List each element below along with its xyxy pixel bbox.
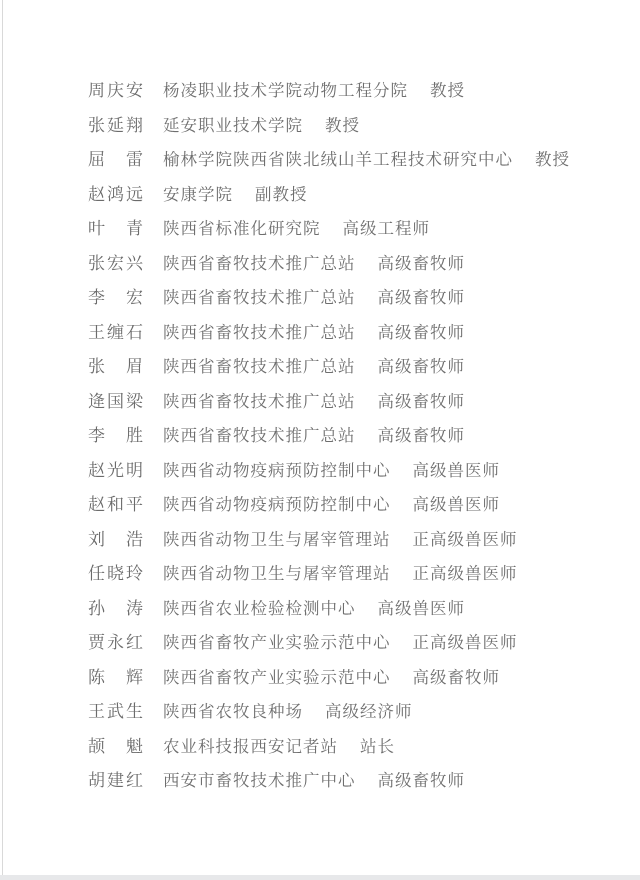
person-name: 赵和平 bbox=[88, 495, 143, 515]
person-title: 高级畜牧师 bbox=[412, 667, 500, 687]
person-organization: 陕西省农业检验检测中心 bbox=[163, 598, 356, 618]
scan-edge-line bbox=[2, 0, 3, 880]
list-item bbox=[88, 523, 608, 558]
list-item bbox=[88, 316, 608, 351]
person-organization: 延安职业技术学院 bbox=[163, 115, 303, 135]
person-organization: 榆林学院陕西省陕北绒山羊工程技术研究中心 bbox=[163, 150, 513, 170]
person-title: 教授 bbox=[430, 81, 465, 101]
person-name: 李胜 bbox=[88, 426, 143, 446]
person-organization: 陕西省畜牧技术推广总站 bbox=[163, 426, 356, 446]
person-organization: 陕西省标准化研究院 bbox=[163, 219, 321, 239]
list-item bbox=[88, 247, 608, 282]
person-title: 副教授 bbox=[255, 184, 308, 204]
person-organization: 陕西省动物卫生与屠宰管理站 bbox=[163, 564, 391, 584]
person-title: 高级畜牧师 bbox=[377, 426, 465, 446]
person-title: 站长 bbox=[360, 736, 395, 756]
list-item bbox=[88, 143, 608, 178]
list-item bbox=[88, 454, 608, 489]
person-name: 王武生 bbox=[88, 702, 143, 722]
list-item bbox=[88, 488, 608, 523]
list-item bbox=[88, 626, 608, 661]
person-name: 贾永红 bbox=[88, 633, 143, 653]
list-item bbox=[88, 592, 608, 627]
person-title: 教授 bbox=[535, 150, 570, 170]
list-item bbox=[88, 419, 608, 454]
person-title: 高级畜牧师 bbox=[377, 357, 465, 377]
person-organization: 陕西省畜牧技术推广总站 bbox=[163, 357, 356, 377]
person-name: 张眉 bbox=[88, 357, 143, 377]
scan-bottom-edge bbox=[0, 875, 640, 880]
person-organization: 陕西省畜牧技术推广总站 bbox=[163, 253, 356, 273]
list-item bbox=[88, 281, 608, 316]
list-item bbox=[88, 178, 608, 213]
person-organization: 陕西省动物疫病预防控制中心 bbox=[163, 495, 391, 515]
person-organization: 农业科技报西安记者站 bbox=[163, 736, 338, 756]
list-item bbox=[88, 730, 608, 765]
person-organization: 陕西省畜牧技术推广总站 bbox=[163, 288, 356, 308]
person-title: 高级工程师 bbox=[342, 219, 430, 239]
person-title: 高级畜牧师 bbox=[377, 253, 465, 273]
list-item bbox=[88, 212, 608, 247]
person-name: 周庆安 bbox=[88, 81, 143, 101]
person-organization: 安康学院 bbox=[163, 184, 233, 204]
list-item bbox=[88, 661, 608, 696]
list-item bbox=[88, 385, 608, 420]
person-name: 孙涛 bbox=[88, 598, 143, 618]
list-item bbox=[88, 695, 608, 730]
person-name: 王缠石 bbox=[88, 322, 143, 342]
person-title: 高级畜牧师 bbox=[377, 288, 465, 308]
list-item bbox=[88, 764, 608, 799]
person-name: 胡建红 bbox=[88, 771, 143, 791]
person-name: 陈辉 bbox=[88, 667, 143, 687]
person-name: 赵鸿远 bbox=[88, 184, 143, 204]
person-title: 高级兽医师 bbox=[377, 598, 465, 618]
person-name: 叶青 bbox=[88, 219, 143, 239]
list-item bbox=[88, 350, 608, 385]
person-name: 刘浩 bbox=[88, 529, 143, 549]
person-title: 教授 bbox=[325, 115, 360, 135]
person-name: 逄国梁 bbox=[88, 391, 143, 411]
person-title: 高级畜牧师 bbox=[377, 322, 465, 342]
person-organization: 陕西省畜牧产业实验示范中心 bbox=[163, 633, 391, 653]
list-item bbox=[88, 74, 608, 109]
person-name: 张延翔 bbox=[88, 115, 143, 135]
person-title: 高级兽医师 bbox=[412, 460, 500, 480]
person-organization: 陕西省动物卫生与屠宰管理站 bbox=[163, 529, 391, 549]
person-organization: 陕西省畜牧技术推广总站 bbox=[163, 322, 356, 342]
person-organization: 西安市畜牧技术推广中心 bbox=[163, 771, 356, 791]
person-name: 任晓玲 bbox=[88, 564, 143, 584]
person-title: 高级畜牧师 bbox=[377, 771, 465, 791]
expert-name-list bbox=[88, 74, 608, 799]
person-name: 屈雷 bbox=[88, 150, 143, 170]
person-title: 正高级兽医师 bbox=[412, 529, 518, 549]
person-title: 正高级兽医师 bbox=[412, 633, 518, 653]
person-organization: 陕西省畜牧技术推广总站 bbox=[163, 391, 356, 411]
person-organization: 陕西省动物疫病预防控制中心 bbox=[163, 460, 391, 480]
person-organization: 杨凌职业技术学院动物工程分院 bbox=[163, 81, 408, 101]
person-title: 高级畜牧师 bbox=[377, 391, 465, 411]
person-title: 高级经济师 bbox=[325, 702, 413, 722]
person-title: 正高级兽医师 bbox=[412, 564, 518, 584]
person-name: 李宏 bbox=[88, 288, 143, 308]
person-organization: 陕西省农牧良种场 bbox=[163, 702, 303, 722]
person-name: 赵光明 bbox=[88, 460, 143, 480]
person-name: 颉魁 bbox=[88, 736, 143, 756]
list-item bbox=[88, 557, 608, 592]
person-organization: 陕西省畜牧产业实验示范中心 bbox=[163, 667, 391, 687]
list-item bbox=[88, 109, 608, 144]
person-title: 高级兽医师 bbox=[412, 495, 500, 515]
person-name: 张宏兴 bbox=[88, 253, 143, 273]
